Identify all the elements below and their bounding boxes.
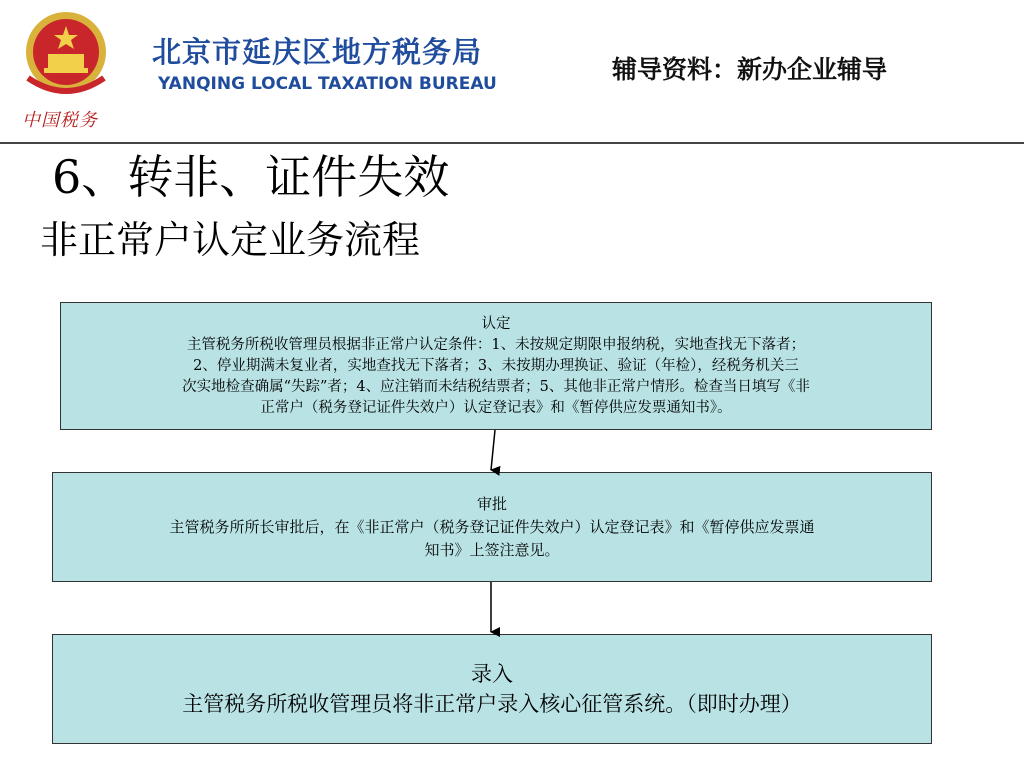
step-text-line: 知书》上签注意见。 — [424, 540, 560, 559]
section-title: 6、转非、证件失效 — [52, 150, 450, 204]
step-title: 录入 — [471, 662, 513, 686]
step-text-line: 主管税务所所长审批后，在《非正常户（税务登记证件失效户）认定登记表》和《暂停供应发票通 — [169, 517, 815, 536]
arrow-connector-1 — [491, 430, 495, 470]
bureau-name-cn: 北京市延庆区地方税务局 — [152, 35, 483, 69]
flowchart-title: 非正常户认定业务流程 — [40, 218, 421, 262]
step-text-line: 正常户（税务登记证件失效户）认定登记表》和《暂停供应发票通知书》。 — [260, 399, 732, 416]
document-label: 辅导资料：新办企业辅导 — [612, 55, 888, 84]
flow-step-approval — [52, 472, 932, 582]
step-title: 审批 — [476, 494, 507, 513]
emblem-caption: 中国税务 — [22, 110, 98, 131]
step-text-line: 次实地检查确属“失踪”者；4、应注销而未结税结票者；5、其他非正常户情形。检查当日填写《非 — [182, 378, 810, 395]
step-text-line: 主管税务所税收管理员将非正常户录入核心征管系统。（即时办理） — [182, 692, 802, 716]
tax-bureau-emblem-icon — [18, 8, 114, 100]
header-divider — [0, 142, 1024, 144]
page-header — [0, 0, 1024, 142]
step-text-line: 主管税务所税收管理员根据非正常户认定条件：1、未按规定期限申报纳税，实地查找无下落者； — [186, 336, 806, 353]
step-text-line: 2、停业期满未复业者，实地查找无下落者；3、未按期办理换证、验证（年检），经税务机关三 — [193, 357, 799, 374]
flow-step-entry — [52, 634, 932, 744]
step-title: 认定 — [481, 315, 511, 332]
flow-step-recognition — [60, 302, 932, 430]
bureau-name-en: YANQING LOCAL TAXATION BUREAU — [158, 74, 497, 94]
